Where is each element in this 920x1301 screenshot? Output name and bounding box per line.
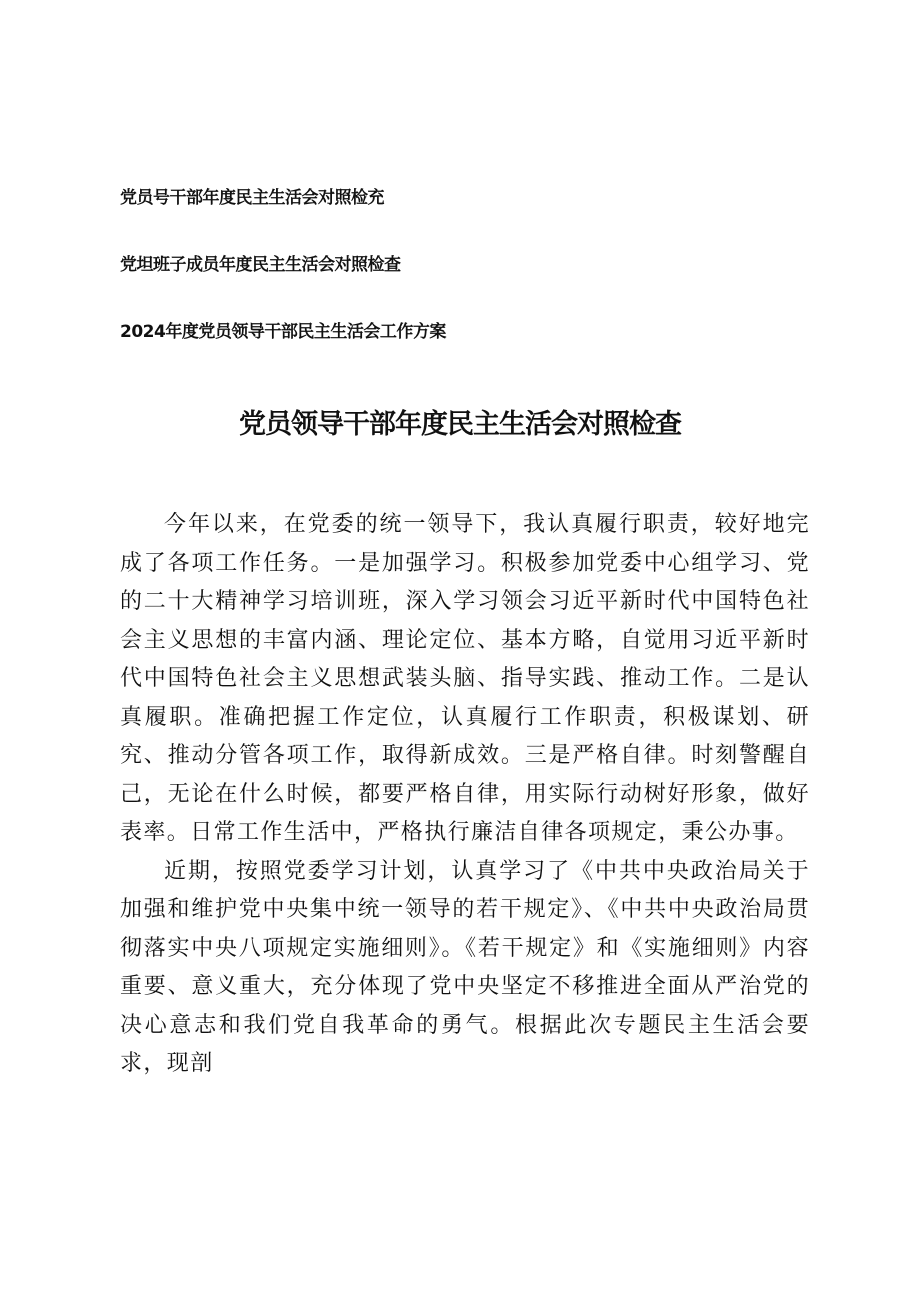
- related-documents-list: [120, 184, 820, 385]
- related-document-title: 党员号干部年度民主生活会对照检充: [120, 188, 384, 208]
- related-document-title: 2024年度党员领导干部民主生活会工作方案: [120, 322, 446, 342]
- body-paragraph: 今年以来，在党委的统一领导下，我认真履行职责，较好地完成了各项工作任务。一是加强学习。积极参加党委中心组学习、党的二十大精神学习培训班，深入学习领会习近平新时代中国特色社会主义思想的丰富内涵、理论定位、基本方略，自觉用习近平新时代中国特色社会主义思想武装头脑、指导实践、推动工作。二是认真履职。准确把握工作定位，认真履行工作职责，积极谋划、研究、推动分管各项工作，取得新成效。三是严格自律。时刻警醒自己，无论在什么时候，都要严格自律，用实际行动树好形象，做好表率。日常工作生活中，严格执行廉洁自律各项规定，秉公办事。: [120, 512, 810, 845]
- related-document-title: 党坦班子成员年度民主生活会对照检查: [120, 255, 401, 275]
- document-body: [120, 506, 810, 1084]
- body-paragraph: 近期，按照党委学习计划，认真学习了《中共中央政治局关于加强和维护党中央集中统一领导的若干规定》、《中共中央政治局贯彻落实中央八项规定实施细则》。《若干规定》和《实施细则》内容重要、意义重大，充分体现了党中央坚定不移推进全面从严治党的决心意志和我们党自我革命的勇气。根据此次专题民主生活会要求，现剖: [120, 858, 810, 1076]
- document-title: 党员领导干部年度民主生活会对照检查: [239, 409, 681, 440]
